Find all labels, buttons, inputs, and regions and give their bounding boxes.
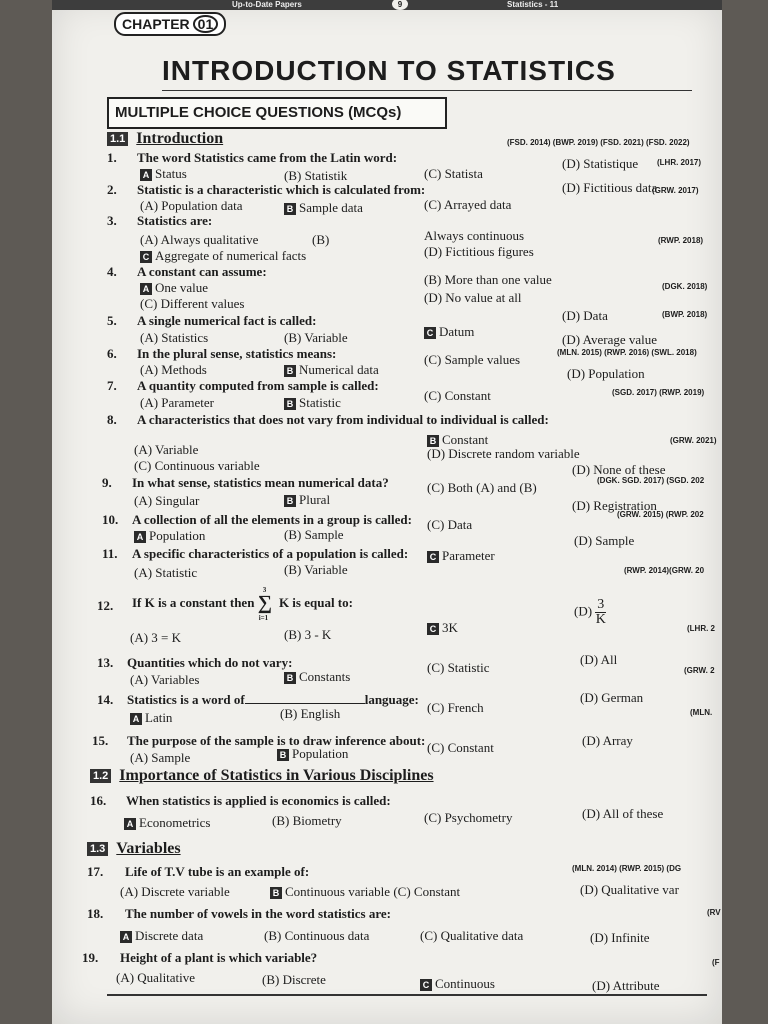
header-left-text: Up-to-Date Papers xyxy=(232,0,302,9)
question-number: 19. xyxy=(82,950,99,965)
section-title: Importance of Statistics in Various Disciplines xyxy=(119,767,434,784)
exam-reference: (DGK. 2018) xyxy=(662,282,708,291)
question-number: 16. xyxy=(90,793,107,808)
section-title: Variables xyxy=(116,840,181,857)
option: (B) English xyxy=(280,706,341,721)
section-heading xyxy=(107,130,223,148)
answer-mark: C xyxy=(424,327,436,339)
question xyxy=(87,906,687,922)
option: (D) Registration xyxy=(572,498,657,513)
header-right-text: Statistics - 11 xyxy=(507,0,559,9)
question-number: 11. xyxy=(102,546,118,561)
exam-reference: (GRW. 2 xyxy=(684,666,715,675)
exam-reference: (RWP. 2018) xyxy=(658,236,704,245)
question-number: 14. xyxy=(97,692,114,707)
option: Always continuous xyxy=(424,228,525,243)
exam-reference: (LHR. 2 xyxy=(687,624,715,633)
option: (D) Sample xyxy=(574,533,635,548)
question-text: A single numerical fact is called: xyxy=(137,313,317,328)
answer-mark: A xyxy=(140,169,152,181)
fraction: $\frac{3}{K}$ xyxy=(595,597,606,627)
question-number: 1. xyxy=(107,150,117,165)
option: (B) Statistik xyxy=(284,168,348,183)
question xyxy=(82,950,682,966)
question-number: 2. xyxy=(107,182,117,197)
option-correct: C 3K xyxy=(427,620,458,636)
option: (A) Singular xyxy=(134,493,200,508)
option: (D) Statistique xyxy=(562,156,639,171)
option: (A) Variables xyxy=(130,672,200,687)
option: (A) Statistics xyxy=(140,330,209,345)
option: (D) $\frac{3}{K}$ xyxy=(574,597,606,627)
section-title: Introduction xyxy=(136,130,224,147)
question-number: 13. xyxy=(97,655,114,670)
option-correct: B Population xyxy=(277,746,348,762)
option: (A) Sample xyxy=(130,750,191,765)
section-number: 1.2 xyxy=(90,769,111,783)
summation-symbol: 3 ∑ i=1 xyxy=(257,586,272,622)
answer-mark: B xyxy=(284,495,296,507)
question-text: The purpose of the sample is to draw inference about: xyxy=(127,733,426,748)
chapter-label: CHAPTER xyxy=(122,16,190,32)
answer-mark: B xyxy=(270,887,282,899)
option: (C) Constant xyxy=(424,388,491,403)
question-number: 5. xyxy=(107,313,117,328)
option: (B) Continuous data xyxy=(264,928,370,943)
answer-mark: C xyxy=(140,251,152,263)
question-text: A quantity computed from sample is called: xyxy=(137,378,379,393)
exam-reference: (SGD. 2017) (RWP. 2019) xyxy=(612,388,705,397)
option: (D) No value at all xyxy=(424,290,522,305)
option: (D) Data xyxy=(562,308,608,323)
question-text: A characteristics that does not vary from individual to individual is called: xyxy=(137,412,549,427)
option-correct: B Numerical data xyxy=(284,362,379,378)
option-correct: B Sample data xyxy=(284,200,363,216)
question-text: In the plural sense, statistics means: xyxy=(137,346,337,361)
chapter-badge xyxy=(114,12,226,36)
option: (D) Average value xyxy=(562,332,658,347)
footer-divider xyxy=(107,994,707,996)
exam-reference: (F xyxy=(712,958,720,967)
question-number: 4. xyxy=(107,264,117,279)
question xyxy=(87,864,687,880)
chapter-number: 01 xyxy=(193,15,219,33)
option: (C) Statista xyxy=(424,166,483,181)
option: (D) Population xyxy=(567,366,645,381)
exam-reference: (GRW. 2021) xyxy=(670,436,717,445)
book-page xyxy=(52,0,722,1024)
option: (C) Different values xyxy=(140,296,245,311)
exam-reference: (LHR. 2017) xyxy=(657,158,702,167)
question xyxy=(107,264,707,280)
option: (B) xyxy=(312,232,330,247)
option: (B) Sample xyxy=(284,527,344,542)
option-correct: A Status xyxy=(140,166,187,182)
option: (A) Parameter xyxy=(140,395,214,410)
answer-mark: C xyxy=(420,979,432,991)
question xyxy=(107,313,707,329)
answer-mark: A xyxy=(120,931,132,943)
option: (A) Qualitative xyxy=(116,970,196,985)
section-heading xyxy=(87,840,181,858)
answer-mark: C xyxy=(427,551,439,563)
fill-in-blank xyxy=(245,693,365,704)
option: (A) Always qualitative xyxy=(140,232,259,247)
mcq-heading: MULTIPLE CHOICE QUESTIONS (MCQs) xyxy=(107,97,447,129)
question-text: The number of vowels in the word statistics are: xyxy=(125,906,392,921)
page-number: 9 xyxy=(392,0,408,10)
option: (C) Both (A) and (B) xyxy=(427,480,537,495)
question-text-cont: language: xyxy=(364,692,419,707)
answer-mark: B xyxy=(277,749,289,761)
exam-reference: (MLN. 2015) (RWP. 2016) (SWL. 2018) xyxy=(557,348,697,357)
exam-reference: (FSD. 2014) (BWP. 2019) (FSD. 2021) (FSD. 2022) xyxy=(507,138,690,147)
option: (A) Population data xyxy=(140,198,243,213)
question-number: 10. xyxy=(102,512,119,527)
option: (D) Array xyxy=(582,733,633,748)
option-correct: C Datum xyxy=(424,324,474,340)
exam-reference: (BWP. 2018) xyxy=(662,310,708,319)
option: (A) Variable xyxy=(134,442,199,457)
question-number: 8. xyxy=(107,412,117,427)
option: (A) Discrete variable xyxy=(120,884,230,899)
option-correct: A Econometrics xyxy=(124,815,210,831)
option-correct: C Parameter xyxy=(427,548,495,564)
answer-mark: A xyxy=(124,818,136,830)
option: (A) Methods xyxy=(140,362,207,377)
question-text: The word Statistics came from the Latin word: xyxy=(137,150,398,165)
answer-mark: B xyxy=(284,672,296,684)
option-correct: A Population xyxy=(134,528,205,544)
answer-mark: A xyxy=(134,531,146,543)
option: (B) Variable xyxy=(284,330,348,345)
question-number: 7. xyxy=(107,378,117,393)
option: (B) Variable xyxy=(284,562,348,577)
exam-reference: (RV xyxy=(707,908,721,917)
question-text: Statistic is a characteristic which is calculated from: xyxy=(137,182,426,197)
exam-reference: (GRW. 2017) xyxy=(652,186,699,195)
option-correct: A One value xyxy=(140,280,208,296)
answer-mark: C xyxy=(427,623,439,635)
page-title: INTRODUCTION TO STATISTICS xyxy=(162,55,616,86)
option: (A) 3 = K xyxy=(130,630,182,645)
section-number: 1.3 xyxy=(87,842,108,856)
question-text: A constant can assume: xyxy=(137,264,267,279)
option-correct: C Aggregate of numerical facts xyxy=(140,248,306,264)
option: (D) None of these xyxy=(572,462,666,477)
section-heading xyxy=(90,767,434,785)
option-correct: B Plural xyxy=(284,492,330,508)
question xyxy=(97,586,697,622)
option: (D) Fictitious figures xyxy=(424,244,534,259)
question-number: 6. xyxy=(107,346,117,361)
question-text: In what sense, statistics mean numerical data? xyxy=(132,475,389,490)
title-divider xyxy=(162,90,692,91)
question-text: If K is a constant then xyxy=(132,594,255,610)
option: (D) All xyxy=(580,652,618,667)
question-text: Quantities which do not vary: xyxy=(127,655,293,670)
question-number: 15. xyxy=(92,733,109,748)
question-number: 9. xyxy=(102,475,112,490)
option: (C) Arrayed data xyxy=(424,197,512,212)
option: (C) Constant xyxy=(427,740,494,755)
option: (B) Biometry xyxy=(272,813,342,828)
option: (C) Continuous variable xyxy=(134,458,260,473)
question-number: 3. xyxy=(107,213,117,228)
answer-mark: B xyxy=(427,435,439,447)
answer-mark: B xyxy=(284,365,296,377)
option: (B) Discrete xyxy=(262,972,326,987)
option: (D) German xyxy=(580,690,644,705)
question-number: 17. xyxy=(87,864,104,879)
option: (C) Statistic xyxy=(427,660,490,675)
question-number: 18. xyxy=(87,906,104,921)
question-text: Statistics is a word of xyxy=(127,692,245,707)
option: (C) Qualitative data xyxy=(420,928,524,943)
option: (D) Attribute xyxy=(592,978,660,993)
question-number: 12. xyxy=(97,598,114,613)
answer-mark: A xyxy=(140,283,152,295)
question-text: A specific characteristics of a population is called: xyxy=(132,546,409,561)
exam-reference: (MLN. 2014) (RWP. 2015) (DG xyxy=(572,864,682,873)
question-text: Statistics are: xyxy=(137,213,213,228)
option: (D) Fictitious data xyxy=(562,180,658,195)
question xyxy=(107,213,707,229)
option: (D) Qualitative var xyxy=(580,882,679,897)
question-text: When statistics is applied is economics is called: xyxy=(126,793,391,808)
option-correct: B Continuous variable (C) Constant xyxy=(270,884,460,900)
answer-mark: A xyxy=(130,713,142,725)
exam-reference: (GRW. 2015) (RWP. 202 xyxy=(617,510,704,519)
question xyxy=(107,412,707,428)
option-correct: B Constants xyxy=(284,669,350,685)
option: (D) Infinite xyxy=(590,930,650,945)
question-text: Height of a plant is which variable? xyxy=(120,950,318,965)
option-correct: B Constant xyxy=(427,432,488,448)
option-correct: A Latin xyxy=(130,710,172,726)
exam-reference: (MLN. xyxy=(690,708,713,717)
running-header xyxy=(52,0,722,10)
question-text-cont: K is equal to: xyxy=(278,594,353,610)
answer-mark: B xyxy=(284,203,296,215)
question xyxy=(102,512,702,528)
question-text: A collection of all the elements in a group is called: xyxy=(132,512,412,527)
answer-mark: B xyxy=(284,398,296,410)
option: (B) 3 - K xyxy=(284,627,332,642)
option: (C) Psychometry xyxy=(424,810,513,825)
section-number: 1.1 xyxy=(107,132,128,146)
option: (A) Statistic xyxy=(134,565,198,580)
question-text: Life of T.V tube is an example of: xyxy=(125,864,310,879)
option: (D) All of these xyxy=(582,806,664,821)
option-correct: A Discrete data xyxy=(120,928,203,944)
exam-reference: (DGK. SGD. 2017) (SGD. 202 xyxy=(597,476,705,485)
exam-reference: (RWP. 2014)(GRW. 20 xyxy=(624,566,705,575)
option: (D) Discrete random variable xyxy=(427,446,580,461)
option: (C) Data xyxy=(427,517,473,532)
option: (C) French xyxy=(427,700,484,715)
option-correct: B Statistic xyxy=(284,395,341,411)
option: (B) More than one value xyxy=(424,272,552,287)
option-correct: C Continuous xyxy=(420,976,495,992)
option: (C) Sample values xyxy=(424,352,521,367)
